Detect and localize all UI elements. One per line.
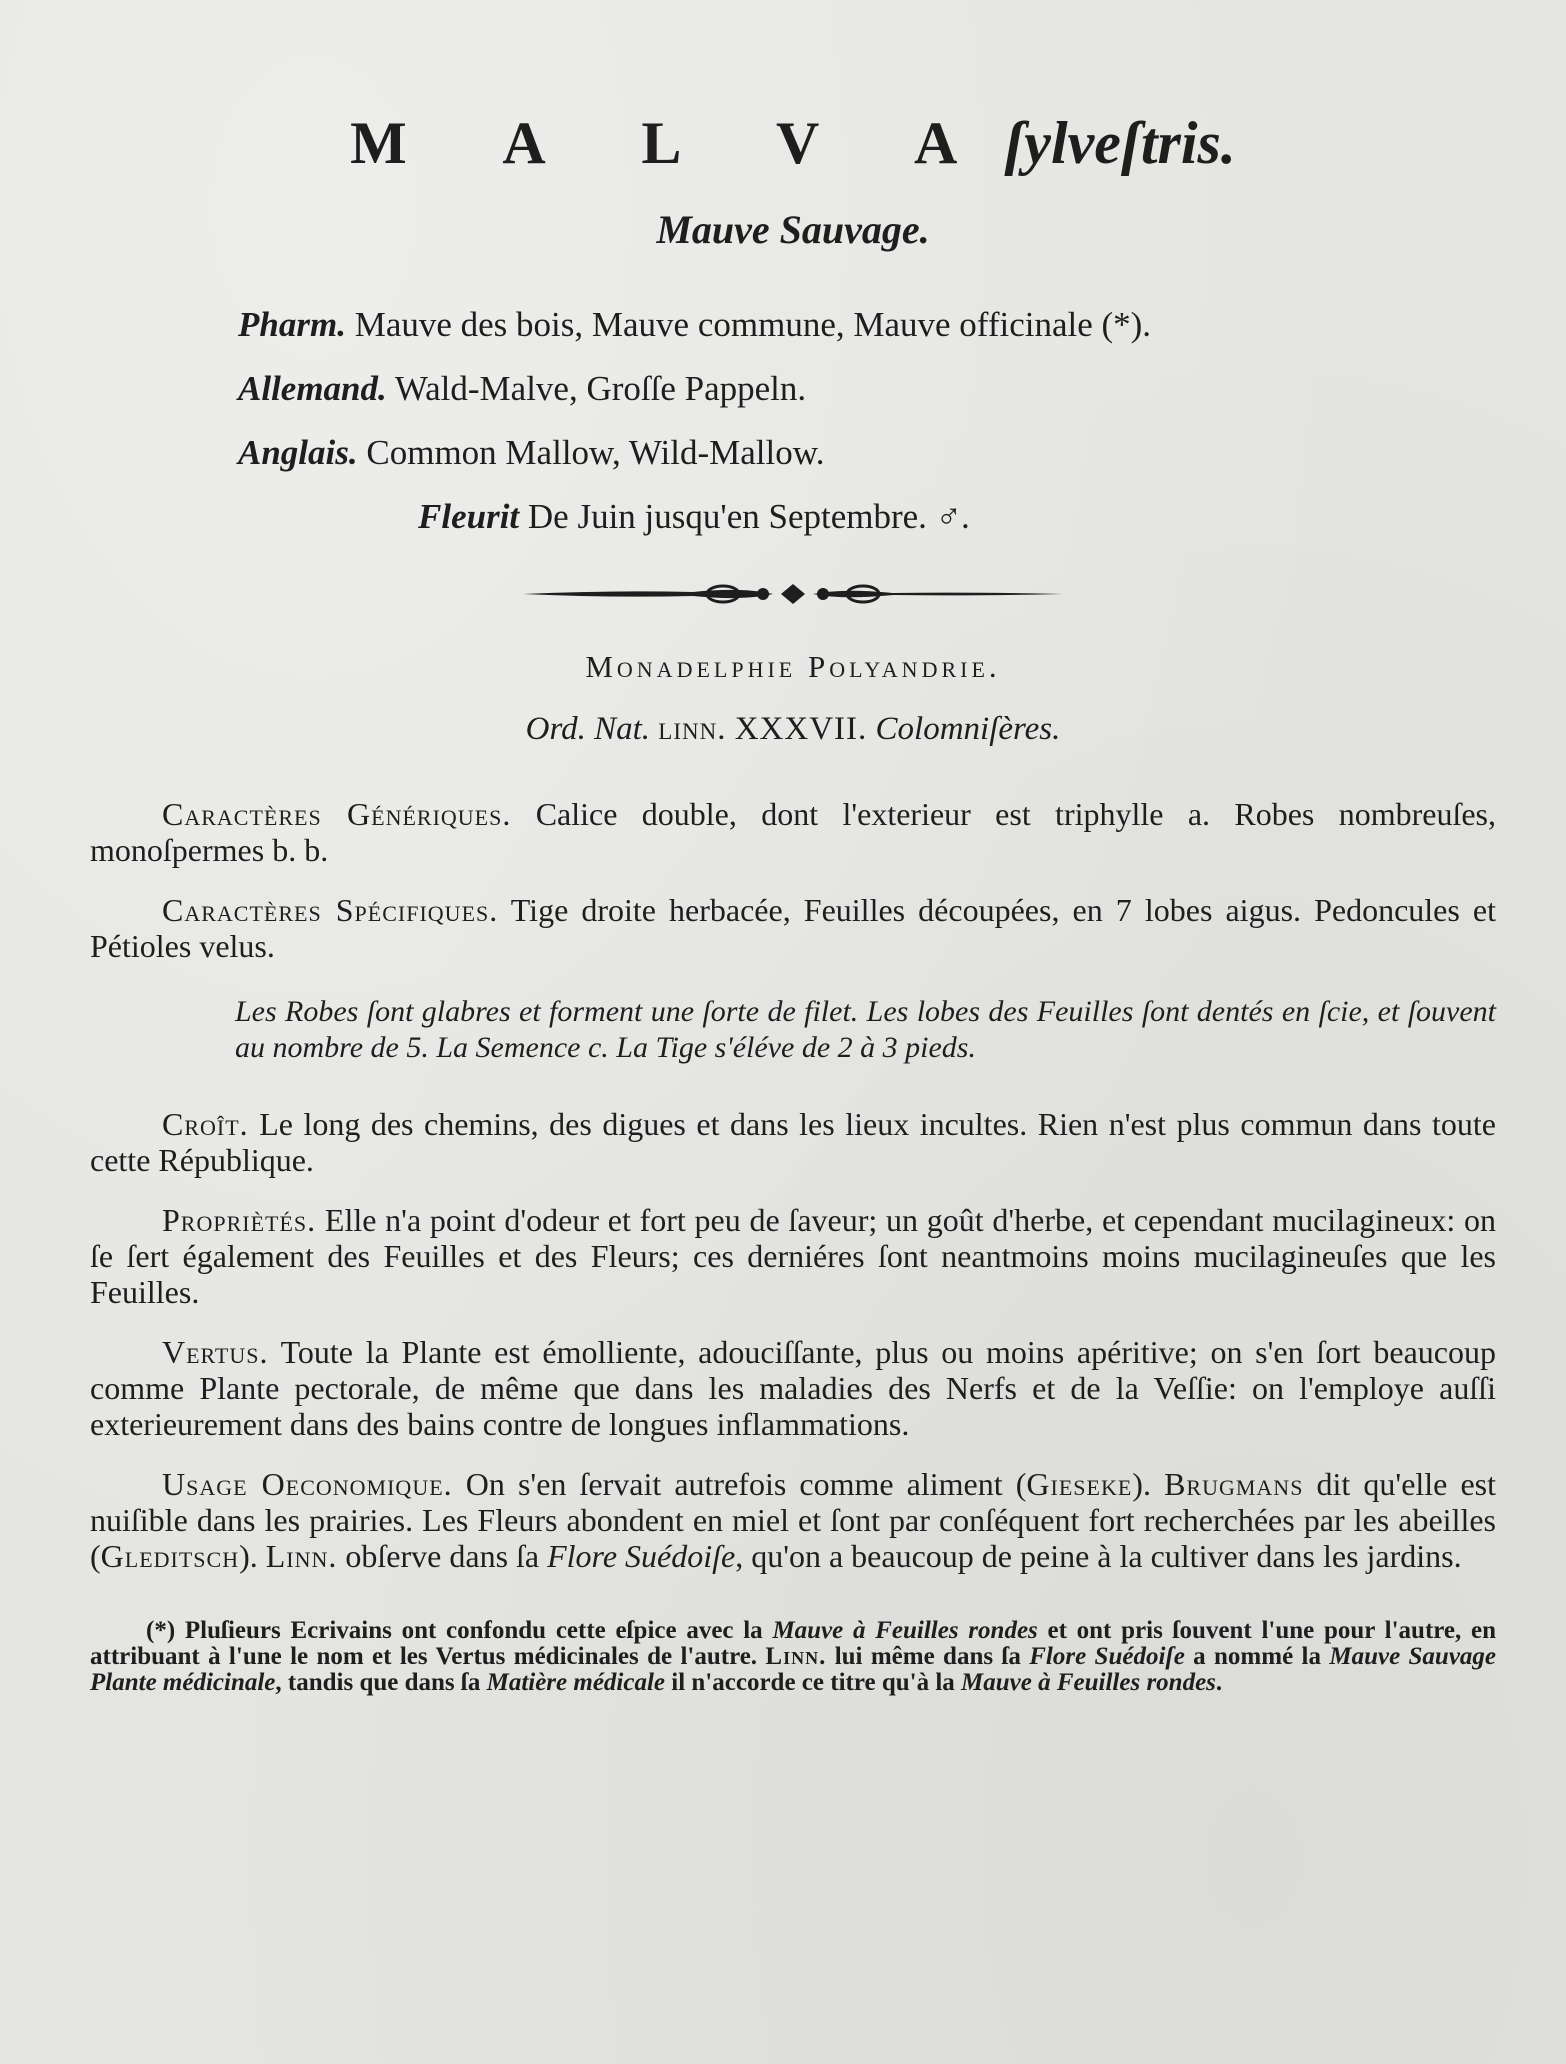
text-usage-4: ). — [239, 1538, 266, 1574]
foot-t7: . — [1215, 1669, 1223, 1696]
anglais-line — [238, 421, 1496, 485]
linnaean-class: Monadelphie Polyandrie. — [585, 649, 1001, 684]
paragraph-generiques — [90, 796, 1496, 868]
order-number: XXXVII. — [734, 711, 868, 747]
heading-generiques: Caractères Génériques. — [162, 796, 512, 832]
heading-croit: Croît. — [162, 1106, 249, 1142]
genus-name: M A L V A — [350, 110, 1000, 176]
foot-t3: lui même dans ſa — [826, 1643, 1030, 1670]
species-name: ſylveſtris. — [1004, 110, 1236, 176]
foot-i5: Mauve à Feuilles rondes — [961, 1669, 1216, 1696]
foot-t5: , tandis que dans ſa — [275, 1669, 487, 1696]
text-usage-2: ). — [1132, 1466, 1165, 1502]
biennial-symbol: ♂. — [935, 497, 971, 536]
foot-i3: Mauve Sauvage Plante médicinale — [90, 1643, 1497, 1696]
family-name: Colomniſères. — [875, 711, 1061, 747]
text-croit: Le long des chemins, des digues et dans les lieux incultes. Rien n'est plus commun dans toute cette République. — [90, 1106, 1497, 1178]
linn-abbr: linn. — [658, 711, 727, 747]
author-gieseke: Gieseke — [1026, 1466, 1133, 1502]
allemand-line — [238, 357, 1496, 421]
text-proprietes: Elle n'a point d'odeur et fort peu de ſaveur; un goût d'herbe, et cependant mucilagineux: on ſe ſert également des Feuilles et des Fleurs; ces derniéres ſont neantmoins moins mucilagineuſes que les Feuilles. — [90, 1202, 1497, 1310]
text-usage-5: obſerve dans ſa — [337, 1538, 548, 1574]
paragraph-usage — [90, 1466, 1496, 1574]
heading-usage: Usage Oeconomique. — [162, 1466, 453, 1502]
natural-order — [90, 711, 1496, 748]
footnote — [90, 1618, 1496, 1696]
foot-t2: et ont pris ſouvent l'une pour l'autre, en attribuant à l'une le nom et les Vertus médicinales de l'autre. — [90, 1617, 1497, 1670]
paragraph-proprietes — [90, 1202, 1496, 1310]
allemand-label: Allemand. — [238, 369, 387, 408]
fleurit-text: De Juin jusqu'en Septembre. — [527, 497, 927, 536]
paragraph-specifiques — [90, 892, 1496, 964]
text-usage-6: , qu'on a beaucoup de peine à la cultiver dans les jardins. — [735, 1538, 1462, 1574]
foot-i4: Matière médicale — [486, 1669, 666, 1696]
foot-linn: Linn. — [765, 1643, 827, 1670]
heading-specifiques: Caractères Spécifiques. — [162, 892, 499, 928]
pharm-text: Mauve des bois, Mauve commune, Mauve officinale (*). — [354, 305, 1152, 344]
fleurit-line — [418, 485, 1496, 549]
ord-label: Ord. Nat. — [525, 711, 651, 747]
paragraph-vertus — [90, 1334, 1496, 1442]
work-flore-suedoise: Flore Suédoiſe — [547, 1538, 736, 1574]
pharm-label: Pharm. — [238, 305, 346, 344]
author-linn: Linn. — [265, 1538, 338, 1574]
fleurit-label: Fleurit — [418, 497, 520, 536]
anglais-label: Anglais. — [238, 433, 358, 472]
text-usage-1: On s'en ſervait autrefois comme aliment ( — [465, 1466, 1027, 1502]
pharm-line — [238, 293, 1496, 357]
ornament-divider-icon — [523, 579, 1063, 609]
anglais-text: Common Mallow, Wild-Mallow. — [366, 433, 825, 472]
heading-vertus: Vertus. — [162, 1334, 269, 1370]
text-vertus: Toute la Plante est émolliente, adouciſſante, plus ou moins apéritive; on s'en ſort beaucoup comme Plante pectorale, de même que dans les maladies des Nerfs et de la Veſſie: on l'employe auſſi exterieurement dans des bains contre de longues inflammations. — [90, 1334, 1497, 1442]
text-specifiques: Tige droite herbacée, Feuilles découpées, en 7 lobes aigus. Pedoncules et Pétioles velus. — [90, 892, 1497, 964]
foot-t1: (*) Pluſieurs Ecrivains ont confondu cette eſpice avec la — [146, 1617, 773, 1644]
page-title — [90, 110, 1496, 176]
author-brugmans: Brugmans — [1164, 1466, 1304, 1502]
heading-proprietes: Propriètés. — [162, 1202, 317, 1238]
foot-t4: a nommé la — [1184, 1643, 1330, 1670]
vernacular-names — [238, 293, 1496, 549]
foot-i1: Mauve à Feuilles rondes — [772, 1617, 1038, 1644]
foot-i2: Flore Suédoiſe — [1029, 1643, 1185, 1670]
common-name: Mauve Sauvage. — [656, 207, 930, 252]
italic-note: Les Robes ſont glabres et forment une ſorte de filet. Les lobes des Feuilles ſont dentés en ſcie, et ſouvent au nombre de 5. La Semence c. La Tige s'éléve de 2 à 3 pieds. — [235, 995, 1496, 1064]
text-generiques: Calice double, dont l'exterieur est triphylle a. Robes nombreuſes, monoſpermes b. b. — [90, 796, 1496, 868]
paragraph-croit — [90, 1106, 1496, 1178]
text-usage-3: dit qu'elle est nuiſible dans les prairies. Les Fleurs abondent en miel et ſont par conſéquent fort recherchées par les abeilles ( — [90, 1466, 1497, 1574]
foot-t6: il n'accorde ce titre qu'à la — [665, 1669, 962, 1696]
allemand-text: Wald-Malve, Groſſe Pappeln. — [394, 369, 807, 408]
author-gleditsch: Gleditsch — [100, 1538, 240, 1574]
